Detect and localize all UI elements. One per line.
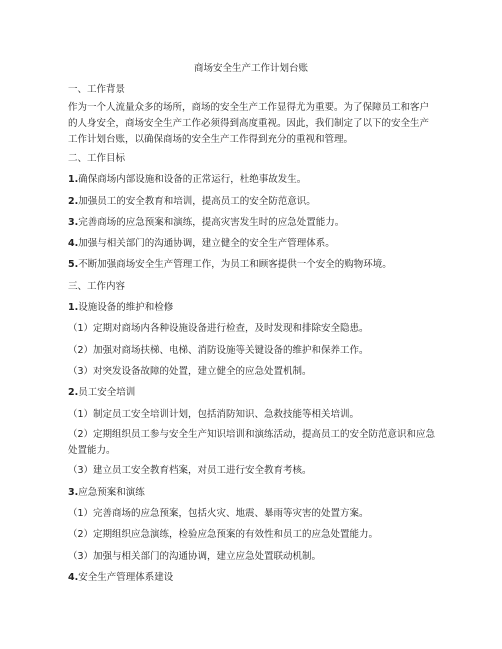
goal-text: 加强员工的安全教育和培训，提高员工的安全防范意识。 [78, 196, 316, 207]
content-item-title: 设施设备的维护和检修 [78, 302, 174, 313]
content-item-heading [68, 487, 145, 499]
section-heading-background: 一、工作背景 [68, 84, 126, 95]
goal-text: 完善商场的应急预案和演练，提高灾害发生时的应急处置能力。 [78, 217, 345, 228]
content-sub-item: （3）建立员工安全教育档案，对员工进行安全教育考核。 [68, 465, 312, 476]
content-sub-item: （2）加强对商场扶梯、电梯、消防设施等关键设备的维护和保养工作。 [68, 345, 369, 356]
content-sub-item: （2）定期组织应急演练，检验应急预案的有效性和员工的应急处置能力。 [68, 529, 379, 540]
section-heading-goals: 二、工作目标 [68, 153, 126, 164]
goal-item [68, 217, 344, 229]
content-sub-item: （1）制定员工安全培训计划，包括消防知识、急救技能等相关培训。 [68, 409, 360, 420]
content-item-number: 2. [68, 387, 79, 398]
goal-number: 2. [68, 196, 79, 207]
goal-item [68, 174, 306, 186]
goal-text: 加强与相关部门的沟通协调，建立健全的安全生产管理体系。 [78, 238, 335, 249]
content-item-number: 3. [68, 487, 79, 498]
goal-item [68, 196, 316, 208]
content-item-title: 员工安全培训 [78, 387, 136, 398]
background-paragraph: 作为一个人流量众多的场所，商场的安全生产工作显得尤为重要。为了保障员工和客户的人身安全，商场安全生产工作必须得到高度重视。因此，我们制定了以下的安全生产工作计划台账，以确保商场的安全生产工作得到充分的重视和管理。 [68, 102, 430, 145]
goal-text: 确保商场内部设施和设备的正常运行，杜绝事故发生。 [78, 174, 307, 185]
goal-number: 1. [68, 174, 79, 185]
content-item-heading [68, 572, 173, 584]
content-item-title: 应急预案和演练 [78, 487, 145, 498]
content-sub-item: （3）加强与相关部门的沟通协调，建立应急处置联动机制。 [68, 551, 322, 562]
goal-number: 3. [68, 217, 79, 228]
content-sub-item: （3）对突发设备故障的处置，建立健全的应急处置机制。 [68, 366, 312, 377]
content-sub-item: （2）定期组织员工参与安全生产知识培训和演练活动，提高员工的安全防范意识和应急处置能力。 [68, 429, 436, 456]
content-item-number: 4. [68, 572, 79, 583]
content-sub-item: （1）完善商场的应急预案，包括火灾、地震、暴雨等灾害的处置方案。 [68, 508, 369, 519]
document-title: 商场安全生产工作计划台账 [193, 63, 308, 74]
content-item-heading [68, 387, 135, 399]
content-item-title: 安全生产管理体系建设 [78, 572, 174, 583]
content-sub-item: （1）定期对商场内各种设施设备进行检查，及时发现和排除安全隐患。 [68, 323, 369, 334]
section-heading-content: 三、工作内容 [68, 281, 126, 292]
goal-item [68, 238, 335, 250]
goal-text: 不断加强商场安全生产管理工作，为员工和顾客提供一个安全的购物环境。 [78, 259, 392, 270]
content-item-heading [68, 302, 173, 314]
goal-number: 4. [68, 238, 79, 249]
goal-item [68, 259, 392, 271]
content-item-number: 1. [68, 302, 79, 313]
goal-number: 5. [68, 259, 79, 270]
